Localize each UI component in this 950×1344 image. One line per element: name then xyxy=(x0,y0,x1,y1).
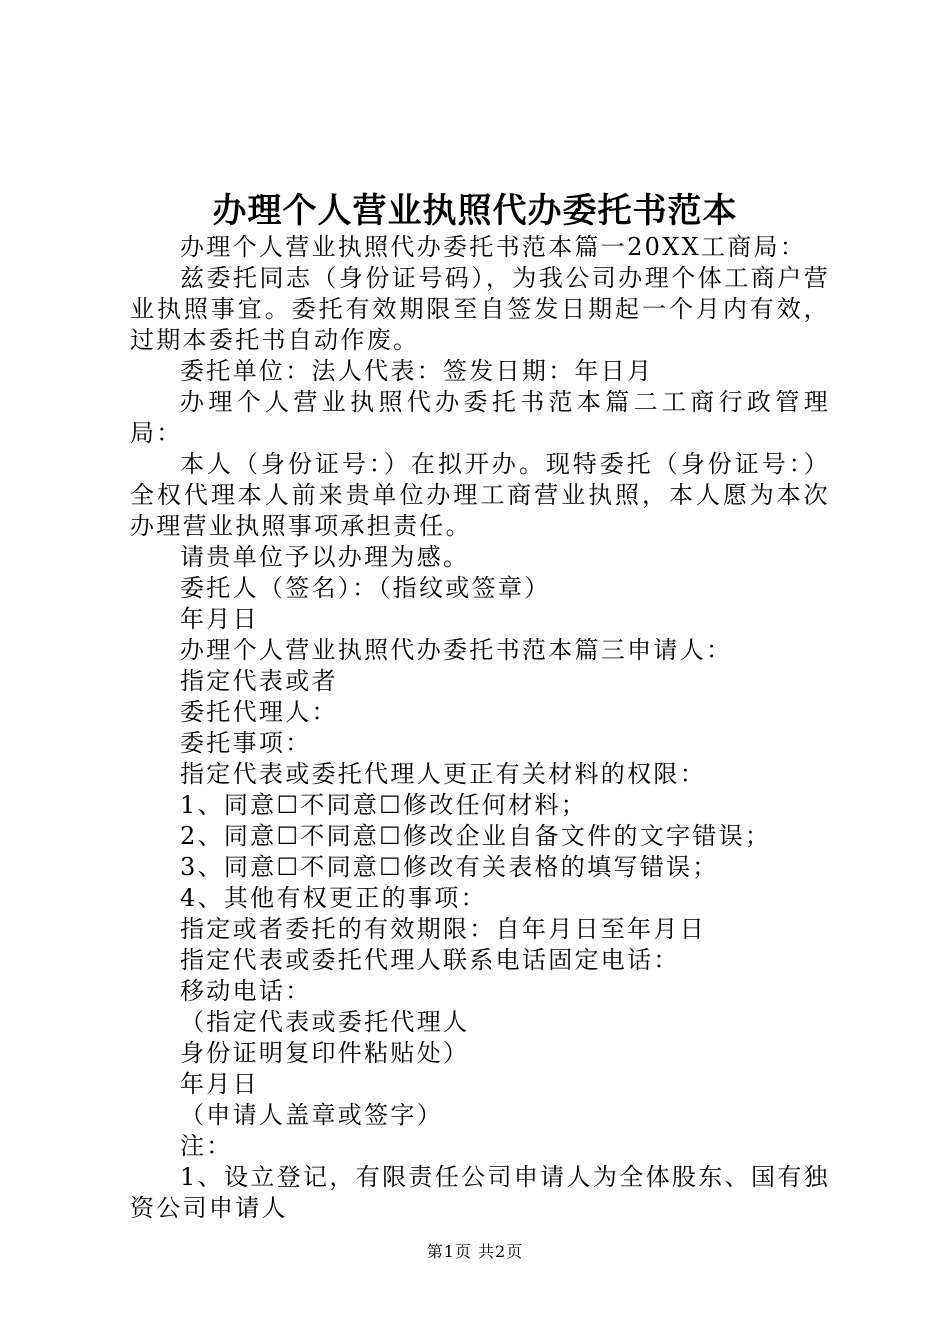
paragraph: 2、同意☐不同意☐修改企业自备文件的文字错误； xyxy=(180,822,772,850)
paragraph: 委托单位：法人代表：签发日期：年日月 xyxy=(180,357,654,385)
paragraph: 年月日 xyxy=(180,1070,259,1098)
paragraph: 办理个人营业执照代办委托书范本篇三申请人： xyxy=(180,636,733,664)
paragraph: 身份证明复印件粘贴处） xyxy=(180,1039,470,1067)
page-footer: 第1页 共2页 xyxy=(426,1242,524,1261)
paragraph: 委托人（签名）：（指纹或签章） xyxy=(180,574,551,602)
paragraph: 年月日 xyxy=(180,605,259,633)
paragraph: 1、同意☐不同意☐修改任何材料； xyxy=(180,791,588,819)
paragraph: 办理个人营业执照代办委托书范本篇二工商行政管理局： xyxy=(130,388,830,447)
paragraph: （申请人盖章或签字） xyxy=(180,1101,443,1129)
paragraph: 1、设立登记，有限责任公司申请人为全体股东、国有独资公司申请人 xyxy=(130,1163,830,1222)
paragraph: 请贵单位予以办理为感。 xyxy=(180,543,470,571)
paragraph: 指定或者委托的有效期限：自年月日至年月日 xyxy=(180,915,706,943)
paragraph: 指定代表或者 xyxy=(180,667,338,695)
paragraph: 本人（身份证号：）在拟开办。现特委托（身份证号：）全权代理本人前来贵单位办理工商营业执照，本人愿为本次办理营业执照事项承担责任。 xyxy=(130,450,830,540)
paragraph: 3、同意☐不同意☐修改有关表格的填写错误； xyxy=(180,853,719,881)
paragraph: 兹委托同志（身份证号码），为我公司办理个体工商户营业执照事宜。委托有效期限至自签发日期起一个月内有效，过期本委托书自动作废。 xyxy=(130,264,830,354)
paragraph: 注： xyxy=(180,1132,233,1160)
paragraph: 委托事项： xyxy=(180,729,312,757)
paragraph: 指定代表或委托代理人联系电话固定电话： xyxy=(180,946,680,974)
paragraph: 移动电话： xyxy=(180,977,312,1005)
paragraph: （指定代表或委托代理人 xyxy=(180,1008,470,1036)
paragraph: 委托代理人： xyxy=(180,698,338,726)
document-title: 办理个人营业执照代办委托书范本 xyxy=(212,191,738,231)
paragraph: 指定代表或委托代理人更正有关材料的权限： xyxy=(180,760,706,788)
paragraph: 办理个人营业执照代办委托书范本篇一20XX工商局： xyxy=(180,233,807,261)
document-body xyxy=(130,232,830,1224)
paragraph: 4、其他有权更正的事项： xyxy=(180,884,487,912)
